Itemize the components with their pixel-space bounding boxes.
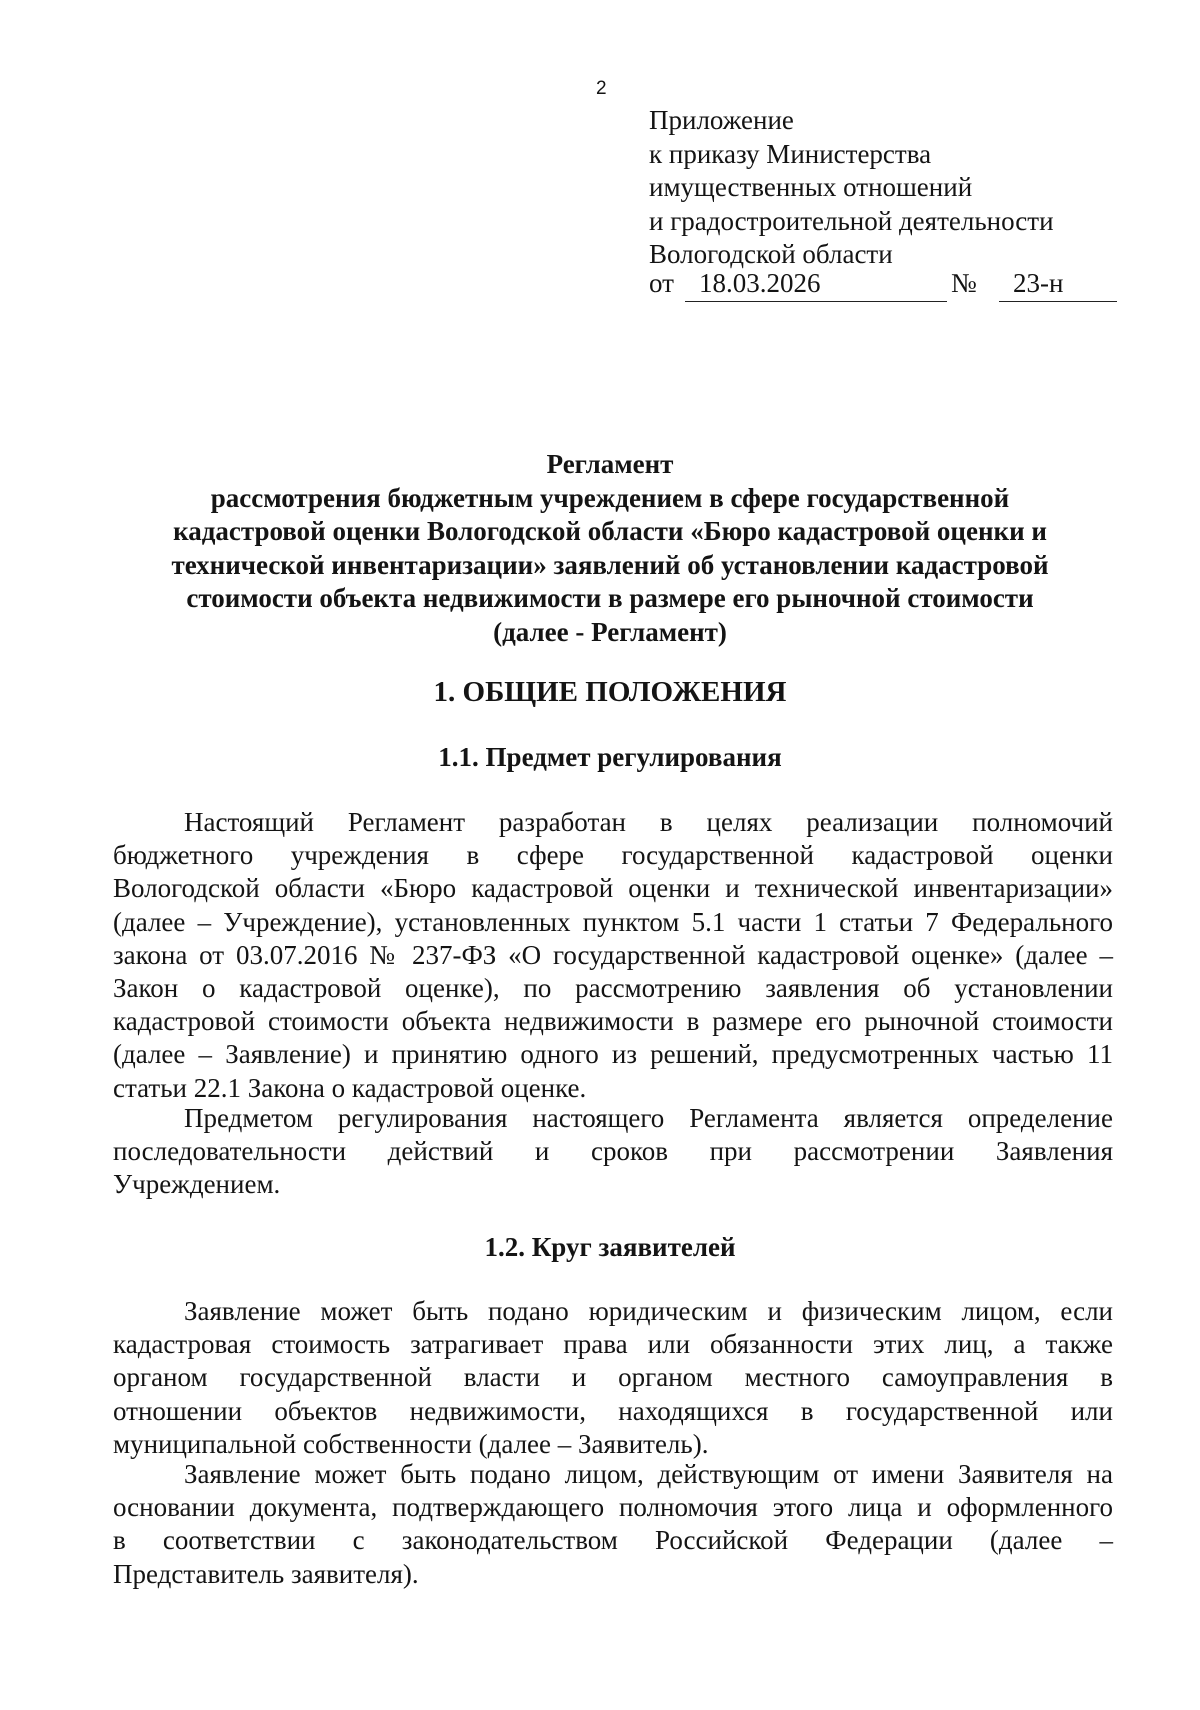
- title-line: кадастровой оценки Вологодской области «Бюро кадастровой оценки и: [173, 516, 1047, 546]
- order-number: 23-н: [1013, 268, 1064, 298]
- paragraph-line: Представитель заявителя).: [113, 1558, 419, 1589]
- annex-line: и градостроительной деятельности: [649, 205, 1054, 236]
- title-line: технической инвентаризации» заявлений об установлении кадастровой: [171, 549, 1049, 580]
- paragraph-line: органом государственной власти и органом местного самоуправления в: [113, 1362, 1113, 1393]
- paragraph-line: Вологодской области «Бюро кадастровой оценки и технической инвентаризации»: [113, 873, 1113, 904]
- paragraph: [113, 806, 1113, 1105]
- paragraph-line: (далее – Учреждение), установленных пунктом 5.1 части 1 статьи 7 Федерального: [113, 906, 1113, 937]
- paragraph: [113, 1102, 1113, 1202]
- paragraph-line: Заявление может быть подано юридическим и физическим лицом, если: [184, 1296, 1113, 1326]
- title-line: рассмотрения бюджетным учреждением в сфере государственной: [210, 482, 1010, 513]
- section-heading: 1. ОБЩИЕ ПОЛОЖЕНИЯ: [433, 676, 787, 708]
- paragraph-line: в соответствии с законодательством Российской Федерации (далее –: [113, 1525, 1113, 1556]
- paragraph-line: Учреждением.: [113, 1169, 281, 1200]
- annex-line: к приказу Министерства: [649, 138, 932, 169]
- annex-line: Приложение: [649, 105, 794, 135]
- subsection-heading: 1.1. Предмет регулирования: [438, 742, 782, 772]
- annex-line: имущественных отношений: [649, 172, 973, 202]
- paragraph-line: (далее – Заявление) и принятию одного из решений, предусмотренных частью 11: [113, 1039, 1113, 1070]
- title-line: стоимости объекта недвижимости в размере его рыночной стоимости: [186, 583, 1034, 613]
- order-number-field: [999, 268, 1117, 302]
- paragraph-line: кадастровой стоимости объекта недвижимости в размере его рыночной стоимости: [113, 1006, 1113, 1037]
- annex-line: Вологодской области: [649, 239, 893, 269]
- order-reference: [649, 268, 1119, 304]
- order-date-label: от: [649, 268, 674, 298]
- paragraph-line: кадастровая стоимость затрагивает права или обязанности этих лиц, а также: [113, 1329, 1113, 1360]
- paragraph: [113, 1458, 1113, 1591]
- subsection-heading: 1.2. Круг заявителей: [484, 1232, 736, 1262]
- paragraph-line: бюджетного учреждения в сфере государственной кадастровой оценки: [113, 840, 1113, 871]
- paragraph-line: Закон о кадастровой оценке), по рассмотрению заявления об установлении: [113, 972, 1113, 1003]
- paragraph: [113, 1295, 1113, 1461]
- paragraph-line: муниципальной собственности (далее – Заявитель).: [113, 1428, 709, 1459]
- paragraph-line: последовательности действий и сроков при рассмотрении Заявления: [113, 1136, 1113, 1167]
- document-title: [110, 448, 1110, 649]
- title-line: Регламент: [546, 449, 674, 479]
- paragraph-line: статьи 22.1 Закона о кадастровой оценке.: [113, 1072, 587, 1103]
- annex-block: [649, 104, 1054, 272]
- paragraph-line: Заявление может быть подано лицом, действующим от имени Заявителя на: [184, 1459, 1113, 1489]
- page-number: 2: [596, 78, 607, 99]
- paragraph-line: отношении объектов недвижимости, находящихся в государственной или: [113, 1395, 1113, 1426]
- title-line: (далее - Регламент): [493, 616, 727, 647]
- paragraph-line: Настоящий Регламент разработан в целях реализации полномочий: [184, 807, 1113, 837]
- order-date: 18.03.2026: [699, 268, 821, 298]
- paragraph-line: основании документа, подтверждающего полномочия этого лица и оформленного: [113, 1492, 1113, 1523]
- order-number-label: №: [951, 268, 977, 298]
- paragraph-line: Предметом регулирования настоящего Регламента является определение: [184, 1103, 1113, 1133]
- order-date-field: [685, 268, 947, 302]
- paragraph-line: закона от 03.07.2016 № 237-ФЗ «О государственной кадастровой оценке» (далее –: [113, 939, 1113, 970]
